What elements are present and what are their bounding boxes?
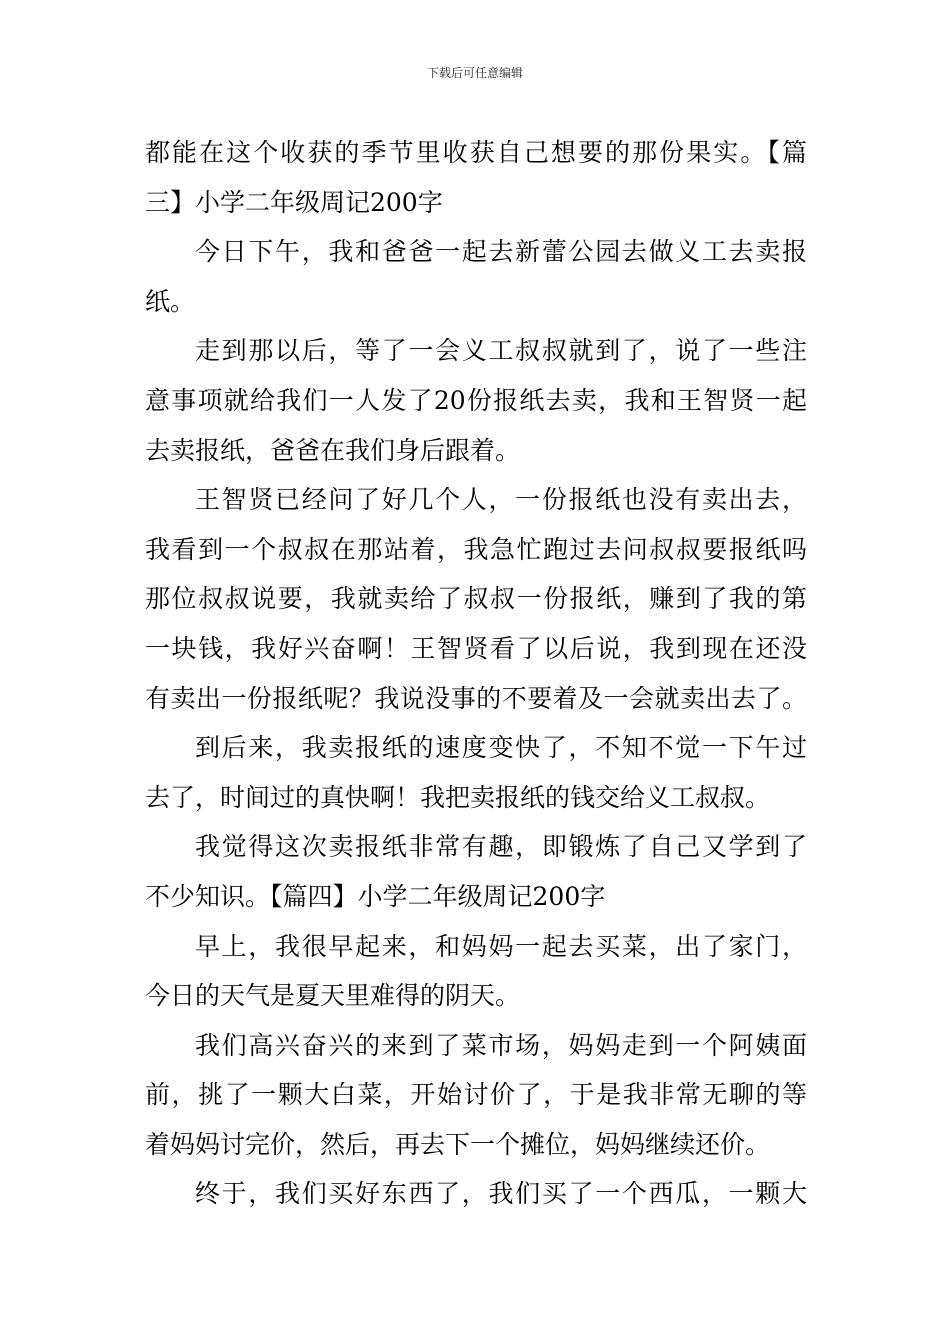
- text-line: 我看到一个叔叔在那站着，我急忙跑过去问叔叔要报纸吗: [145, 534, 807, 564]
- text-line: 走到那以后，等了一会义工叔叔就到了，说了一些注: [195, 336, 807, 366]
- text-line: 今日的天气是夏天里难得的阴天。: [145, 981, 521, 1011]
- text-line: 我们高兴奋兴的来到了菜市场，妈妈走到一个阿姨面: [195, 1030, 807, 1060]
- text-line: 三】小学二年级周记200字: [145, 187, 443, 217]
- page-header: 下载后可任意编辑: [426, 66, 523, 80]
- text-line: 今日下午，我和爸爸一起去新蕾公园去做义工去卖报: [195, 237, 807, 267]
- document-body: [145, 128, 807, 1219]
- text-line: 不少知识。【篇四】小学二年级周记200字: [145, 881, 606, 911]
- text-line: 一块钱，我好兴奋啊！王智贤看了以后说，我到现在还没: [145, 633, 807, 663]
- text-line: 我觉得这次卖报纸非常有趣，即锻炼了自己又学到了: [195, 832, 807, 862]
- text-line: 前，挑了一颗大白菜，开始讨价了，于是我非常无聊的等: [145, 1080, 807, 1110]
- text-line: 到后来，我卖报纸的速度变快了，不知不觉一下午过: [195, 733, 807, 763]
- text-line: 意事项就给我们一人发了20份报纸去卖，我和王智贤一起: [145, 385, 807, 415]
- text-line: 纸。: [145, 286, 196, 316]
- text-line: 早上，我很早起来，和妈妈一起去买菜，出了家门，: [195, 931, 807, 961]
- text-line: 有卖出一份报纸呢？我说没事的不要着及一会就卖出去了。: [145, 683, 807, 713]
- text-line: 着妈妈讨完价，然后，再去下一个摊位，妈妈继续还价。: [145, 1129, 771, 1159]
- text-line: 都能在这个收获的季节里收获自己想要的那份果实。【篇: [145, 138, 807, 167]
- text-line: 终于，我们买好东西了，我们买了一个西瓜，一颗大: [195, 1179, 807, 1209]
- text-line: 去了，时间过的真快啊！我把卖报纸的钱交给义工叔叔。: [145, 782, 771, 812]
- text-line: 去卖报纸，爸爸在我们身后跟着。: [145, 435, 521, 465]
- text-line: 王智贤已经问了好几个人，一份报纸也没有卖出去，: [195, 485, 807, 515]
- text-line: 那位叔叔说要，我就卖给了叔叔一份报纸，赚到了我的第: [145, 584, 807, 614]
